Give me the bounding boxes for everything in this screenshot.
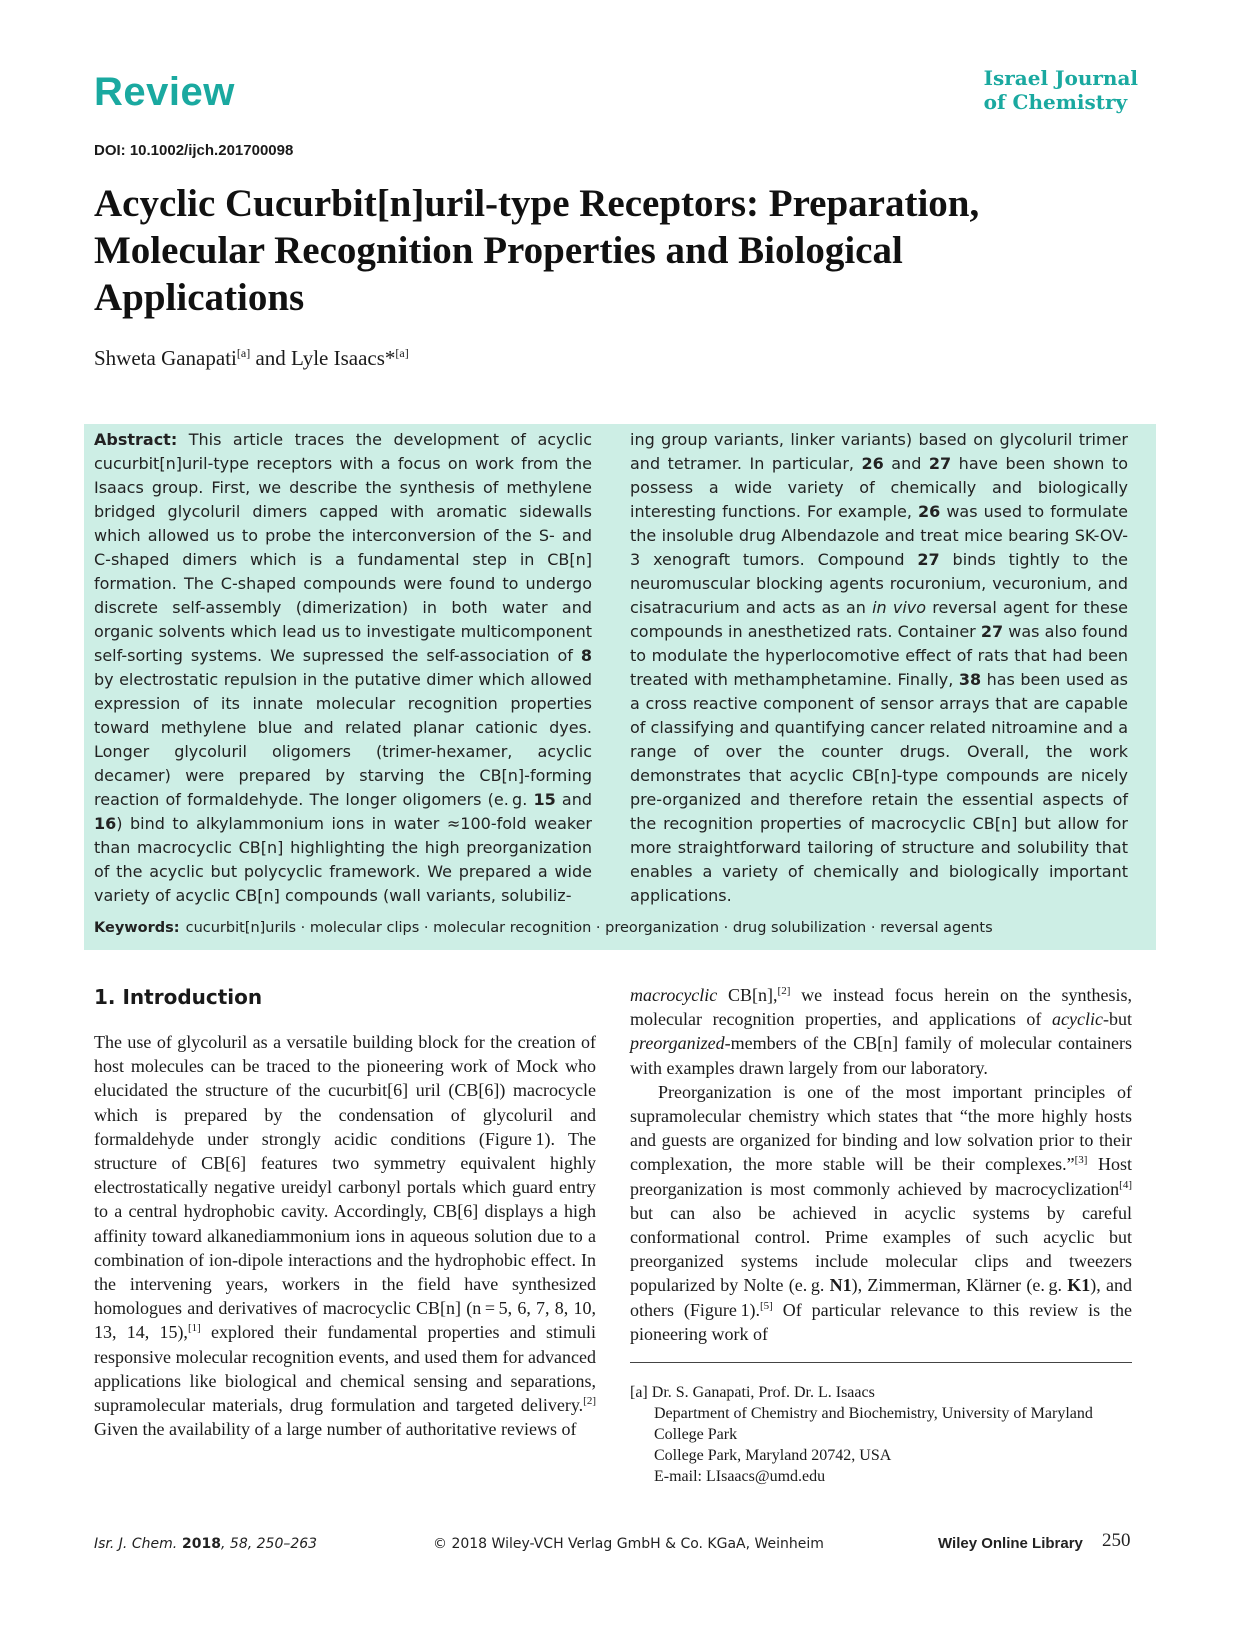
author-2: Lyle Isaacs*: [291, 346, 396, 370]
compound-ref: 26: [861, 454, 884, 473]
abstract-text: was used to formulate the insoluble drug Albendazole and treat mice bearing SK-OV-3 xenograft tumors. Compound: [630, 502, 1129, 569]
citation-ref[interactable]: [4]: [1119, 1178, 1132, 1191]
compound-ref: 26: [918, 502, 941, 521]
abstract-left-column: [94, 428, 592, 908]
italic-term: preorganized: [630, 1033, 725, 1054]
body-text: but can also be achieved in acyclic systems by careful conformational control. Prime examples of such acyclic but preorganized systems include molecular clips and tweezers popularized by Nolte (e. g.: [630, 1202, 1132, 1296]
abstract-text: reversal agent for these compounds in anesthetized rats. Container: [630, 598, 1128, 641]
abstract-text: This article traces the development of acyclic cucurbit[n]uril-type receptors with a focus on work from the Isaacs group. First, we describe the synthesis of methylene bridged glycoluril dimers capped with aromatic sidewalls which allowed us to probe the interconversion of the S- and C-shaped dimers which is a fundamental step in CB[n] formation. The C-shaped compounds were found to undergo discrete self-assembly (dimerization) in both water and organic solvents which lead us to investigate multicomponent self-sorting systems. We supressed the self-association of: [94, 430, 592, 665]
keywords: [94, 920, 1144, 936]
page-number: 250: [1102, 1530, 1131, 1551]
abstract-text: ) bind to alkylammonium ions in water ≈100-fold weaker than macrocyclic CB[n] highlighting the high preorganization of the acyclic but polycyclic framework. We prepared a wide variety of acyclic CB[n] compounds (wall variants, solubiliz-: [94, 814, 592, 905]
doi[interactable]: DOI: 10.1002/ijch.201700098: [94, 142, 294, 159]
body-text: ), and others (Figure 1).: [630, 1275, 1133, 1320]
authors: [94, 346, 409, 371]
abstract-text: ing group variants, linker variants) based on glycoluril trimer and tetramer. In particular,: [630, 430, 1128, 473]
body-text: ), Zimmerman, Klärner (e. g.: [851, 1275, 1068, 1296]
compound-ref: 15: [533, 790, 556, 809]
affiliation-footnote: [630, 1382, 1132, 1487]
author-2-affiliation: [a]: [395, 346, 409, 360]
body-left-column: [94, 1030, 596, 1441]
footnote-divider: [630, 1362, 1132, 1363]
body-text: Given the availability of a large number of authoritative reviews of: [94, 1419, 577, 1440]
compound-ref: 27: [917, 550, 940, 569]
body-text: The use of glycoluril as a versatile building block for the creation of host molecules can be traced to the pioneering work of Mock who elucidated the structure of the cucurbit[6] uril (CB[6]) macrocycle which is prepared by the condensation of glycoluril and formaldehyde under strongly acidic conditions (Figure 1). The structure of CB[6] features two symmetry equivalent highly electrostatically negative ureidyl carbonyl portals which guard entry to a central hydrophobic cavity. Accordingly, CB[6] displays a high affinity toward alkanediammonium ions in aqueous solution due to a combination of ion-dipole interactions and the hydrophobic effect. In the intervening years, workers in the field have synthesized homologues and derivatives of macrocyclic CB[n] (n = 5, 6, 7, 8, 10, 13, 14, 15),: [94, 1032, 596, 1343]
compound-ref: 38: [958, 670, 982, 689]
compound-ref: 27: [928, 454, 952, 473]
body-text: explored their fundamental properties and stimuli responsive molecular recognition events, and used them for advanced applications like biological and chemical sensing and separations, supramolecular materials, drug formulation and targeted delivery.: [94, 1322, 596, 1416]
keywords-label: Keywords:: [94, 920, 180, 936]
compound-ref: 8: [580, 646, 592, 665]
footnote-department: Department of Chemistry and Biochemistry, University of Maryland College Park: [654, 1405, 1093, 1443]
section-heading-introduction: 1. Introduction: [94, 985, 263, 1009]
body-text: Of particular relevance to this review is the pioneering work of: [630, 1299, 1133, 1344]
italic-term: in vivo: [872, 598, 927, 617]
footnote-authors: [a] Dr. S. Ganapati, Prof. Dr. L. Isaacs: [630, 1384, 875, 1401]
citation-ref[interactable]: [2]: [583, 1395, 596, 1408]
abstract-text: has been used as a cross reactive component of sensor arrays that are capable of classifying and quantifying cancer related nitroamine and a range of over the counter drugs. Overall, the work demonstrates that acyclic CB[n]-type compounds are nicely pre-organized and therefore retain the essential aspects of the recognition properties of macrocyclic CB[n] but allow for more straightforward tailoring of structure and solubility that enables a variety of chemically and biologically important applications.: [630, 670, 1128, 905]
abstract-text: and: [883, 454, 929, 473]
keywords-list: cucurbit[n]urils · molecular clips · molecular recognition · preorganization · drug solubilization · reversal agents: [185, 920, 993, 936]
footer-citation: [94, 1536, 317, 1552]
citation-ref[interactable]: [3]: [1074, 1154, 1088, 1167]
italic-term: macrocyclic: [630, 985, 718, 1005]
citation-volume-pages: , 58, 250–263: [221, 1536, 318, 1552]
paragraph: [94, 1030, 596, 1441]
wiley-online-library-link[interactable]: Wiley Online Library: [938, 1535, 1083, 1552]
footnote-address: College Park, Maryland 20742, USA: [654, 1447, 892, 1464]
abstract-label: Abstract:: [94, 430, 178, 449]
abstract-text: by electrostatic repulsion in the putative dimer which allowed expression of its innate molecular recognition properties toward methylene blue and related planar cationic dyes. Longer glycoluril oligomers (trimer-hexamer, acyclic decamer) were prepared by starving the CB[n]-forming reaction of formaldehyde. The longer oligomers (e. g.: [94, 670, 592, 809]
abstract-text: was also found to modulate the hyperlocomotive effect of rats that had been treated with methamphetamine. Finally,: [630, 622, 1129, 689]
journal-name-line1: Israel Journal: [983, 66, 1138, 90]
compound-ref: 27: [980, 622, 1004, 641]
abstract-text: and: [555, 790, 593, 809]
paragraph: [630, 983, 1132, 1080]
italic-term: acyclic: [1052, 1009, 1103, 1030]
paragraph: [630, 1080, 1132, 1346]
compound-ref: N1: [829, 1275, 852, 1296]
body-text: we instead focus herein on the synthesis, molecular recognition properties, and applications of: [630, 985, 1133, 1030]
body-text: CB[n],: [717, 985, 778, 1005]
article-title: Acyclic Cucurbit[n]uril-type Receptors: Preparation, Molecular Recognition Properties and Biological Applications: [94, 182, 980, 319]
footnote-email[interactable]: E-mail: LIsaacs@umd.edu: [654, 1468, 826, 1485]
body-text: -but: [1103, 1009, 1132, 1030]
abstract-right-column: [630, 428, 1128, 908]
author-1: Shweta Ganapati: [94, 346, 237, 370]
journal-logo: [984, 66, 1138, 114]
abstract-text: binds tightly to the neuromuscular blocking agents rocuronium, vecuronium, and cisatracurium and acts as an: [630, 550, 1128, 617]
compound-ref: 16: [94, 814, 117, 833]
citation-journal: Isr. J. Chem.: [94, 1536, 178, 1552]
author-1-affiliation: [a]: [236, 346, 251, 360]
citation-year: 2018: [177, 1536, 222, 1552]
body-right-column: [630, 983, 1132, 1346]
author-join: and: [250, 346, 292, 370]
citation-ref[interactable]: [5]: [760, 1299, 773, 1312]
abstract-text: have been shown to possess a wide variety of chemically and biologically interesting functions. For example,: [630, 454, 1129, 521]
journal-name-line2: of Chemistry: [983, 90, 1128, 114]
section-label: Review: [94, 70, 235, 114]
body-text: -members of the CB[n] family of molecular containers with examples drawn largely from our laboratory.: [630, 1033, 1132, 1078]
citation-ref[interactable]: [1]: [187, 1322, 201, 1335]
body-text: Preorganization is one of the most important principles of supramolecular chemistry which states that “the more highly hosts and guests are organized for binding and low solvation prior to their complexation, the more stable will be their complexes.”: [630, 1081, 1132, 1175]
compound-ref: K1: [1067, 1275, 1091, 1296]
citation-ref[interactable]: [2]: [777, 985, 791, 997]
footer-copyright: © 2018 Wiley-VCH Verlag GmbH & Co. KGaA, Weinheim: [433, 1536, 824, 1552]
body-text: Host preorganization is most commonly achieved by macrocyclization: [630, 1154, 1132, 1199]
